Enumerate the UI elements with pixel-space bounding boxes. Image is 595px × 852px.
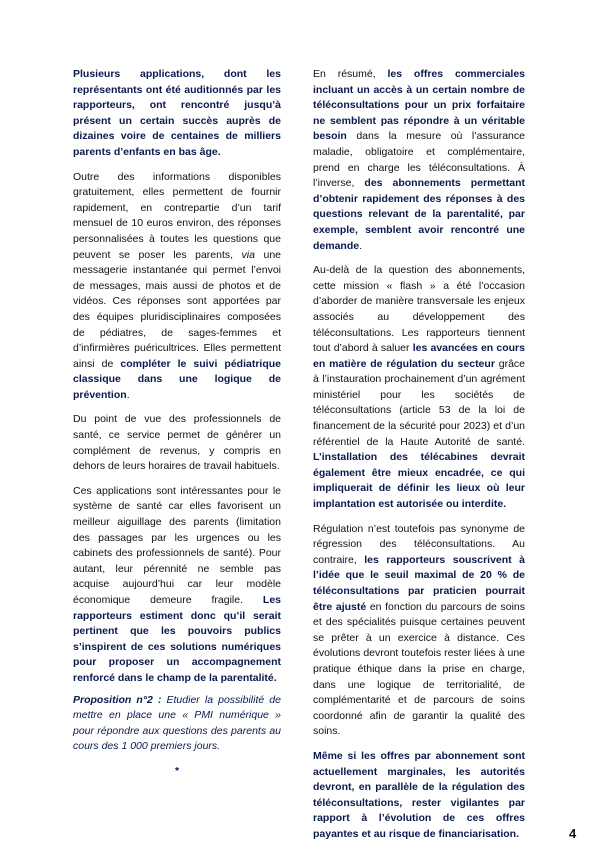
paragraph-informations bbox=[73, 170, 281, 404]
proposal-label: Proposition n°2 : bbox=[73, 693, 162, 706]
paragraph-resume bbox=[313, 67, 525, 254]
proposal-text: Etudier la possibilité de mettre en place une « PMI numérique » pour répondre aux questions des parents au cours des 1 000 premiers jours. bbox=[73, 693, 281, 753]
body-text: . bbox=[126, 388, 130, 401]
emphasis-text: les rapporteurs souscrivent à l’idée que le seuil maximal de 20 % de téléconsultations par praticien pourrait être ajusté bbox=[313, 553, 525, 613]
right-column bbox=[313, 67, 525, 852]
body-text: Outre des informations disponibles gratuitement, elles permettent de fournir rapidement, en contrepartie d’un tarif mensuel de 10 euros environ, des réponses personnalisées à toutes les questions que peuvent se poser les parents, bbox=[73, 170, 281, 261]
italic-text: via bbox=[241, 248, 255, 261]
left-column bbox=[73, 67, 281, 780]
paragraph-systeme-sante bbox=[73, 484, 281, 687]
paragraph-conclusion bbox=[313, 749, 525, 843]
paragraph-regulation bbox=[313, 522, 525, 740]
body-text: grâce à l’instauration prochainement d’un agrément ministériel pour les sociétés de téléconsultations (article 53 de la loi de financement de la sécurité pour 2023) et d’un référentiel de la Haute Autorité de santé. bbox=[313, 357, 525, 448]
body-text: Du point de vue des professionnels de santé, ce service permet de générer un complément de revenus, y compris en dehors de leurs horaires de travail habituels. bbox=[73, 413, 281, 473]
body-text: Régulation n’est toutefois pas synonyme de régression des téléconsultations. Au contraire, bbox=[313, 522, 525, 566]
emphasis-text: Plusieurs applications, dont les représentants ont été auditionnés par les rapporteurs, ont rencontré jusqu’à présent un certain succès auprès de dizaines voire de centaines de milliers parents d’enfants en bas âge. bbox=[73, 68, 281, 158]
body-text: Au-delà de la question des abonnements, cette mission « flash » a été l’occasion d’aborder de manière transversale les enjeux associés au développement des téléconsultations. Les rapporteurs tiennent tout d’abord à saluer bbox=[313, 264, 525, 355]
body-text: En résumé, bbox=[313, 68, 388, 80]
emphasis-text: compléter le suivi pédiatrique classique dans une logique de prévention bbox=[73, 357, 282, 401]
body-text: dans la mesure où l’assurance maladie, obligatoire et complémentaire, prend en charge les téléconsultations. À l’inverse, bbox=[313, 130, 525, 190]
body-text: en fonction du parcours de soins et des spécialités puisque certaines peuvent se prêter à un exercice à distance. Ces évolutions devront toutefois rester liées à une pratique éthique dans la prise en charge, dans une logique de territorialité, de complémentarité et de parcours de soins coordonné afin de garantir la qualité des soins. bbox=[313, 600, 525, 738]
emphasis-text: des abonnements permettant d’obtenir rapidement des réponses à des questions relevant de la parentalité, par exemple, semblent avoir rencontré une demande bbox=[313, 177, 525, 252]
page-number: 4 bbox=[569, 826, 577, 841]
emphasis-text: Même si les offres par abonnement sont actuellement marginales, les autorités devront, en parallèle de la régulation des téléconsultations, rester vigilantes par rapport à l’évolution de ces offres payantes et au risque de financiarisation. bbox=[313, 749, 525, 840]
body-text: . bbox=[359, 239, 363, 252]
paragraph-abonnements bbox=[313, 263, 525, 513]
proposal-box bbox=[73, 693, 281, 755]
emphasis-text: L’installation des télécabines devrait également être mieux encadrée, ce qui impliquerait de définir les lieux où leur implantation est autorisée ou interdite. bbox=[313, 451, 525, 511]
body-text: une messagerie instantanée qui permet l’envoi de messages, mais aussi de photos et de vidéos. Ces réponses sont apportées par des équipes pluridisciplinaires composées de pédiatres, de sages-femmes et d’infirmières puéricultrices. Elles permettent ainsi de bbox=[73, 248, 281, 370]
emphasis-text: les avancées en cours en matière de régulation du secteur bbox=[313, 342, 525, 370]
emphasis-text: Les rapporteurs estiment donc qu’il serait pertinent que les pouvoirs publics s’inspirent de ces solutions numériques pour proposer un accompagnement renforcé dans le champ de la parentalité. bbox=[73, 594, 281, 684]
section-separator: * bbox=[174, 764, 180, 777]
emphasis-text: les offres commerciales incluant un accès à un certain nombre de téléconsultations pour un prix forfaitaire ne semblent pas répondre à un véritable besoin bbox=[313, 68, 525, 143]
body-text: Ces applications sont intéressantes pour le système de santé car elles favorisent un meilleur aiguillage des parents (limitation des passages par les urgences ou les cabinets des professionnels de santé). Pour autant, leur pérennité ne semble pas acquise aujourd’hui car leur modèle économique demeure fragile. bbox=[73, 484, 281, 606]
paragraph-professionnels bbox=[73, 412, 281, 474]
paragraph-applications bbox=[73, 67, 281, 161]
